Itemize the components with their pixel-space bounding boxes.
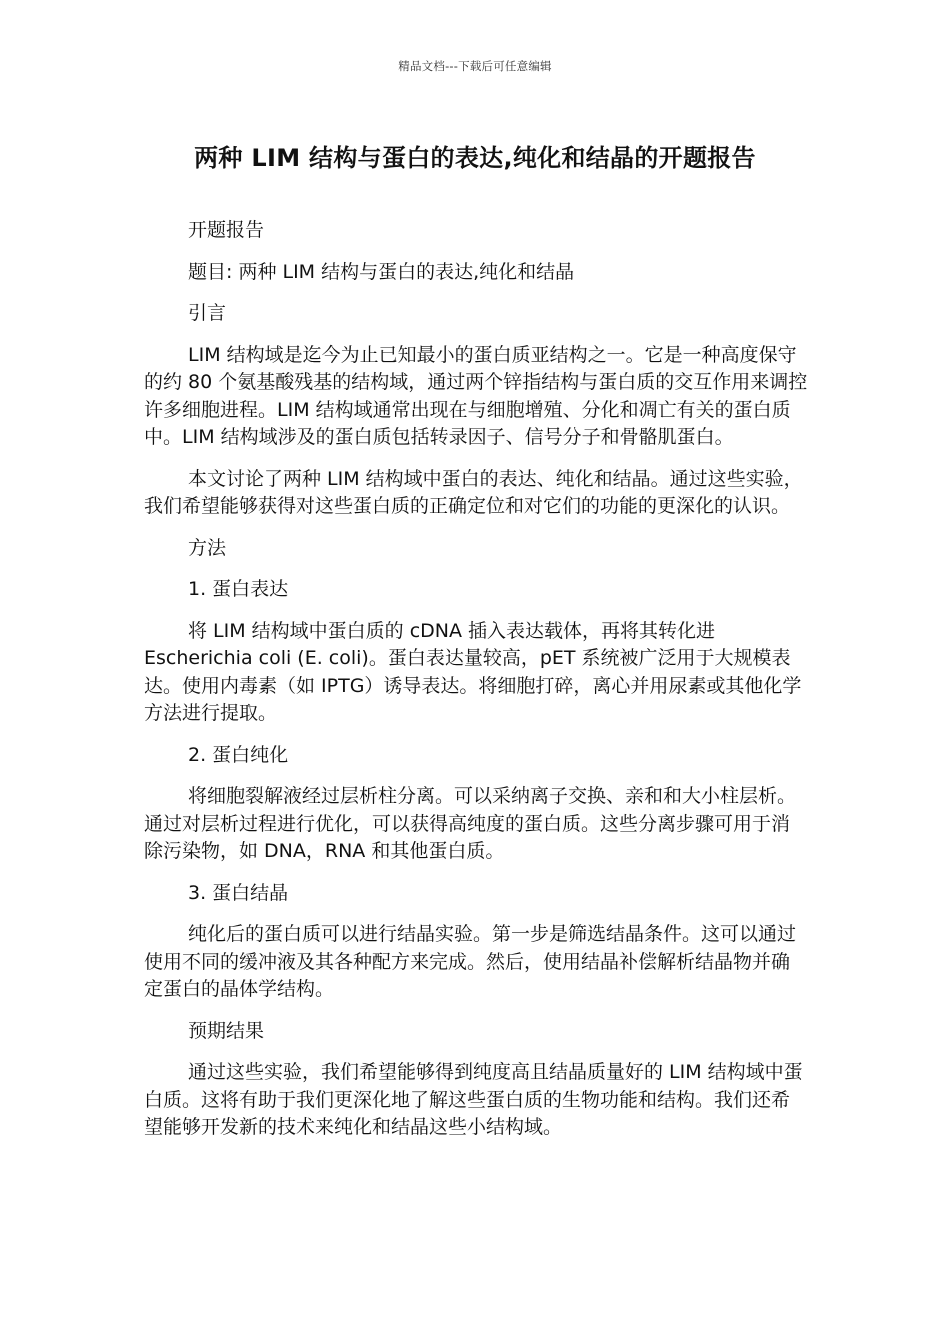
intro-paragraph-2: 本文讨论了两种 LIM 结构域中蛋白的表达、纯化和结晶。通过这些实验，我们希望能够获得对这些蛋白质的正确定位和对它们的功能的更深化的认识。: [144, 467, 803, 517]
method-2-heading: 2. 蛋白纯化: [188, 743, 289, 766]
document-body: [144, 217, 808, 1156]
heading-intro: 引言: [188, 302, 227, 324]
topic-line: 题目: 两种 LIM 结构与蛋白的表达,纯化和结晶: [188, 260, 575, 283]
document-title: 两种 LIM 结构与蛋白的表达,纯化和结晶的开题报告: [194, 144, 756, 172]
results-paragraph: 通过这些实验，我们希望能够得到纯度高且结晶质量好的 LIM 结构域中蛋白质。这将有助于我们更深化地了解这些蛋白质的生物功能和结构。我们还希望能够开发新的技术来纯化和结晶这些小结构域。: [144, 1061, 803, 1138]
method-1-paragraph: 将 LIM 结构域中蛋白质的 cDNA 插入表达载体，再将其转化进 Escherichia coli (E. coli)。蛋白表达量较高，pET 系统被广泛用于大规模表达。使用内毒素（如 IPTG）诱导表达。将细胞打碎，离心并用尿素或其他化学方法进行提取。: [144, 619, 802, 724]
method-3-paragraph: 纯化后的蛋白质可以进行结晶实验。第一步是筛选结晶条件。这可以通过使用不同的缓冲液及其各种配方来完成。然后，使用结晶补偿解析结晶物并确定蛋白的晶体学结构。: [144, 923, 797, 1000]
method-3-heading: 3. 蛋白结晶: [188, 881, 289, 904]
method-1-heading: 1. 蛋白表达: [188, 578, 289, 600]
heading-results: 预期结果: [188, 1019, 265, 1042]
header-note: 精品文档---下载后可任意编辑: [398, 59, 552, 73]
heading-methods: 方法: [188, 536, 227, 559]
intro-paragraph-1: LIM 结构域是迄今为止已知最小的蛋白质亚结构之一。它是一种高度保守的约 80 个氨基酸残基的结构域，通过两个锌指结构与蛋白质的交互作用来调控许多细胞进程。LIM 结构域通常出现在与细胞增殖、分化和凋亡有关的蛋白质中。LIM 结构域涉及的蛋白质包括转录因子、信号分子和骨骼肌蛋白。: [144, 343, 808, 448]
heading-report: 开题报告: [188, 219, 265, 241]
method-2-paragraph: 将细胞裂解液经过层析柱分离。可以采纳离子交换、亲和和大小柱层析。通过对层析过程进行优化，可以获得高纯度的蛋白质。这些分离步骤可用于消除污染物，如 DNA，RNA 和其他蛋白质。: [144, 785, 797, 862]
